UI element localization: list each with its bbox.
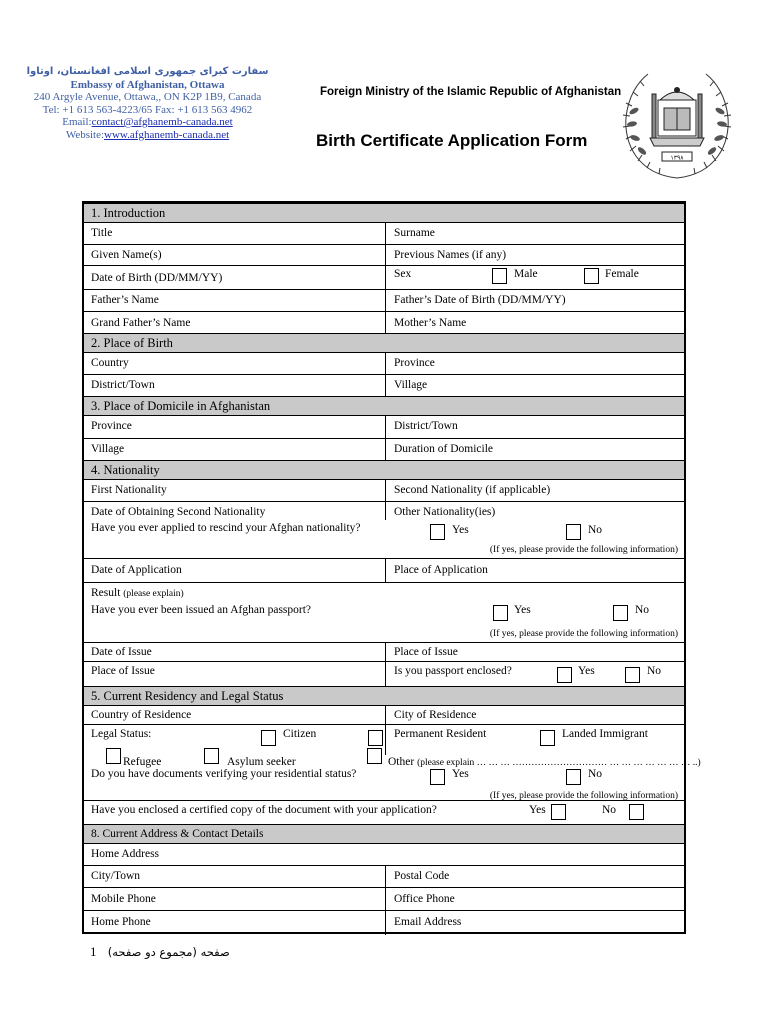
form-title: Birth Certificate Application Form [316, 131, 588, 150]
landed-immigrant-checkbox[interactable] [540, 730, 555, 746]
field-label: Father’s Date of Birth (DD/MM/YY) [394, 294, 566, 306]
copy-no-checkbox[interactable] [629, 804, 644, 820]
domicile-district-field[interactable] [385, 416, 684, 438]
field-label: Village [394, 379, 428, 391]
section-title: 5. Current Residency and Legal Status [91, 689, 284, 703]
field-label: Province [394, 357, 435, 369]
please-explain-note: (please explain) [123, 589, 184, 599]
row-city-postal [84, 866, 684, 888]
page-count-text: صفحه (مجموع دو صفحه) [107, 945, 230, 959]
section-title: 2. Place of Birth [91, 336, 173, 350]
title-field[interactable] [84, 223, 385, 244]
section-residency [84, 687, 684, 706]
embassy-name: Embassy of Afghanistan, Ottawa [70, 78, 225, 91]
second-nationality-date-field[interactable] [84, 502, 385, 520]
home-phone-field[interactable] [84, 911, 385, 935]
result-text: Result [91, 587, 121, 599]
date-of-issue-field[interactable] [84, 643, 385, 661]
field-label: Grand Father’s Name [91, 317, 191, 329]
field-label: Second Nationality (if applicable) [394, 484, 551, 496]
field-label: Country [91, 357, 129, 369]
enclosed-copy-question: Have you enclosed a certified copy of the document with your application? [91, 804, 437, 816]
birth-country-field[interactable] [84, 353, 385, 374]
legal-status-label: Legal Status: [91, 728, 152, 740]
yes-label: Yes [452, 524, 469, 536]
first-nationality-field[interactable] [84, 480, 385, 501]
no-label: No [647, 665, 662, 677]
result-label [91, 587, 184, 599]
office-phone-field[interactable] [385, 888, 684, 910]
no-label: No [588, 768, 603, 780]
other-nationality-field[interactable] [385, 502, 684, 520]
row-passport-enclosed [84, 661, 684, 687]
row-home-address[interactable] [84, 844, 684, 866]
row-district-village [84, 375, 684, 397]
other-explain-note: (please explain … … … ………………………… … … … … … … … ..) [417, 758, 701, 768]
field-label: Email Address [394, 916, 462, 928]
second-nationality-field[interactable] [385, 480, 684, 501]
section-place-of-birth [84, 334, 684, 353]
other-text: Other [388, 756, 415, 768]
if-yes-note: (If yes, please provide the following information) [489, 629, 678, 639]
refugee-checkbox[interactable] [106, 748, 121, 764]
field-label: District/Town [91, 379, 155, 391]
field-label: Village [91, 443, 125, 455]
if-yes-note: (If yes, please provide the following information) [489, 545, 678, 555]
row-title-surname [84, 223, 684, 245]
section-contact-details [84, 825, 684, 844]
place-of-issue-right-field[interactable] [385, 643, 684, 661]
copy-yes-checkbox[interactable] [551, 804, 566, 820]
field-label: Date of Birth (DD/MM/YY) [91, 272, 223, 284]
passport-no-checkbox[interactable] [613, 605, 628, 621]
field-label: Other Nationality(ies) [394, 506, 496, 518]
domicile-duration-field[interactable] [385, 439, 684, 460]
row-residence [84, 706, 684, 725]
birth-province-field[interactable] [385, 353, 684, 374]
email-link[interactable]: contact@afghanemb-canada.net [91, 116, 233, 128]
field-label: Duration of Domicile [394, 443, 494, 455]
enclosed-yes-checkbox[interactable] [557, 667, 572, 683]
passport-enclosed-field [385, 662, 684, 686]
row-enclosed-copy [84, 801, 684, 825]
field-label: Place of Issue [91, 665, 155, 677]
no-label: No [635, 604, 650, 616]
section-nationality [84, 461, 684, 480]
rescind-question: Have you ever applied to rescind your Afghan nationality? [91, 522, 361, 534]
section-introduction [84, 204, 684, 223]
row-second-date [84, 502, 684, 520]
afghanistan-emblem-icon [618, 66, 736, 184]
field-label: Home Phone [91, 916, 151, 928]
embassy-phone: Tel: +1 613 563-4223/65 Fax: +1 613 563 4962 [42, 103, 253, 116]
city-of-residence-field[interactable] [385, 706, 684, 724]
other-status-label [388, 756, 701, 768]
yes-label: Yes [578, 665, 595, 677]
field-label: City/Town [91, 870, 141, 882]
permanent-resident-label: Permanent Resident [394, 728, 487, 740]
male-checkbox[interactable] [492, 268, 507, 284]
male-label: Male [514, 268, 538, 280]
if-yes-note: (If yes, please provide the following information) [489, 791, 678, 801]
grandfathers-name-field[interactable] [84, 312, 385, 333]
row-home-email [84, 911, 684, 935]
field-label: Postal Code [394, 870, 450, 882]
place-of-issue-field[interactable] [84, 662, 385, 686]
given-names-field[interactable] [84, 245, 385, 265]
domicile-village-field[interactable] [84, 439, 385, 460]
row-dob-sex [84, 266, 684, 290]
email-address-field[interactable] [385, 911, 684, 935]
website-link[interactable]: www.afghanemb-canada.net [104, 128, 230, 141]
row-docs-question [84, 768, 684, 801]
asylum-seeker-checkbox[interactable] [204, 748, 219, 764]
field-label: Place of Application [394, 564, 488, 576]
mobile-phone-field[interactable] [84, 888, 385, 910]
row-issue [84, 643, 684, 661]
place-of-application-field[interactable] [385, 559, 684, 582]
mothers-name-field[interactable] [385, 312, 684, 333]
docs-question: Do you have documents verifying your residential status? [91, 768, 357, 780]
row-legal-status [84, 725, 684, 755]
field-label: District/Town [394, 420, 458, 432]
field-label: Father’s Name [91, 294, 159, 306]
row-dom-village [84, 439, 684, 461]
section-domicile [84, 397, 684, 416]
docs-no-checkbox[interactable] [566, 769, 581, 785]
field-label: Given Name(s) [91, 249, 162, 261]
section-title: 1. Introduction [91, 206, 166, 220]
svg-text:۱۳۹۸: ۱۳۹۸ [670, 154, 684, 162]
ministry-title: Foreign Ministry of the Islamic Republic of Afghanistan [320, 86, 622, 98]
field-label: Date of Issue [91, 646, 152, 658]
embassy-header [20, 66, 275, 141]
field-label: Title [91, 227, 113, 239]
row-passport-question [84, 603, 684, 643]
section-title: 8. Current Address & Contact Details [91, 828, 264, 840]
row-phones [84, 888, 684, 911]
citizen-label: Citizen [283, 728, 317, 740]
row-dom-province [84, 416, 684, 439]
citizen-checkbox[interactable] [261, 730, 276, 746]
yes-label: Yes [452, 768, 469, 780]
rescind-yes-checkbox[interactable] [430, 524, 445, 540]
row-father [84, 290, 684, 312]
embassy-email-line [20, 116, 275, 129]
embassy-address: 240 Argyle Avenue, Ottawa,, ON K2P 1B9, Canada [33, 91, 262, 103]
row-result[interactable] [84, 583, 684, 603]
field-label: Province [91, 420, 132, 432]
field-label: Surname [394, 227, 435, 239]
yes-label: Yes [529, 804, 546, 816]
website-label: Website: [65, 128, 105, 141]
email-label: Email: [62, 116, 92, 128]
field-label: Country of Residence [91, 709, 192, 721]
yes-label: Yes [514, 604, 531, 616]
row-given-previous [84, 245, 684, 266]
row-grandfather-mother [84, 312, 684, 334]
passport-enclosed-question: Is you passport enclosed? [394, 665, 512, 677]
dob-field[interactable] [84, 266, 385, 289]
previous-names-field[interactable] [385, 245, 684, 265]
field-label: City of Residence [394, 709, 477, 721]
country-of-residence-field[interactable] [84, 706, 385, 724]
field-label: First Nationality [91, 484, 167, 496]
legal-status-right [385, 725, 684, 755]
passport-question: Have you ever been issued an Afghan passport? [91, 604, 312, 616]
field-label: Mother’s Name [394, 317, 467, 329]
city-town-field[interactable] [84, 866, 385, 887]
sex-field [385, 266, 684, 289]
female-checkbox[interactable] [584, 268, 599, 284]
enclosed-no-checkbox[interactable] [625, 667, 640, 683]
date-of-application-field[interactable] [84, 559, 385, 582]
birth-village-field[interactable] [385, 375, 684, 396]
row-nationality [84, 480, 684, 502]
female-label: Female [605, 268, 639, 280]
embassy-persian-name: سفارت کبرای جمهوری اسلامی افغانستان، اوتاوا [26, 66, 269, 77]
field-label: Mobile Phone [91, 893, 156, 905]
other-checkbox[interactable] [367, 748, 382, 764]
permanent-resident-checkbox[interactable] [368, 730, 383, 746]
home-address-label: Home Address [91, 848, 160, 860]
passport-yes-checkbox[interactable] [493, 605, 508, 621]
row-rescind-question [84, 520, 684, 559]
fathers-name-field[interactable] [84, 290, 385, 311]
field-label: Place of Issue [394, 646, 458, 658]
section-title: 4. Nationality [91, 463, 160, 477]
domicile-province-field[interactable] [84, 416, 385, 438]
no-label: No [588, 524, 603, 536]
row-application [84, 559, 684, 583]
no-label: No [602, 804, 617, 816]
field-label: Date of Application [91, 564, 182, 576]
application-form [82, 201, 701, 934]
birth-district-field[interactable] [84, 375, 385, 396]
page-footer [90, 944, 230, 960]
docs-yes-checkbox[interactable] [430, 769, 445, 785]
surname-field[interactable] [385, 223, 684, 244]
field-label: Sex [394, 268, 412, 280]
postal-code-field[interactable] [385, 866, 684, 887]
section-title: 3. Place of Domicile in Afghanistan [91, 399, 271, 413]
legal-status-left [84, 725, 385, 755]
fathers-dob-field[interactable] [385, 290, 684, 311]
field-label: Date of Obtaining Second Nationality [91, 506, 266, 518]
refugee-label: Refugee [123, 756, 162, 768]
field-label: Previous Names (if any) [394, 249, 507, 261]
field-label: Office Phone [394, 893, 455, 905]
embassy-website-line [20, 129, 275, 142]
rescind-no-checkbox[interactable] [566, 524, 581, 540]
page-number: 1 [90, 944, 97, 959]
row-country-province [84, 353, 684, 375]
asylum-seeker-label: Asylum seeker [227, 756, 296, 768]
landed-immigrant-label: Landed Immigrant [562, 728, 648, 740]
